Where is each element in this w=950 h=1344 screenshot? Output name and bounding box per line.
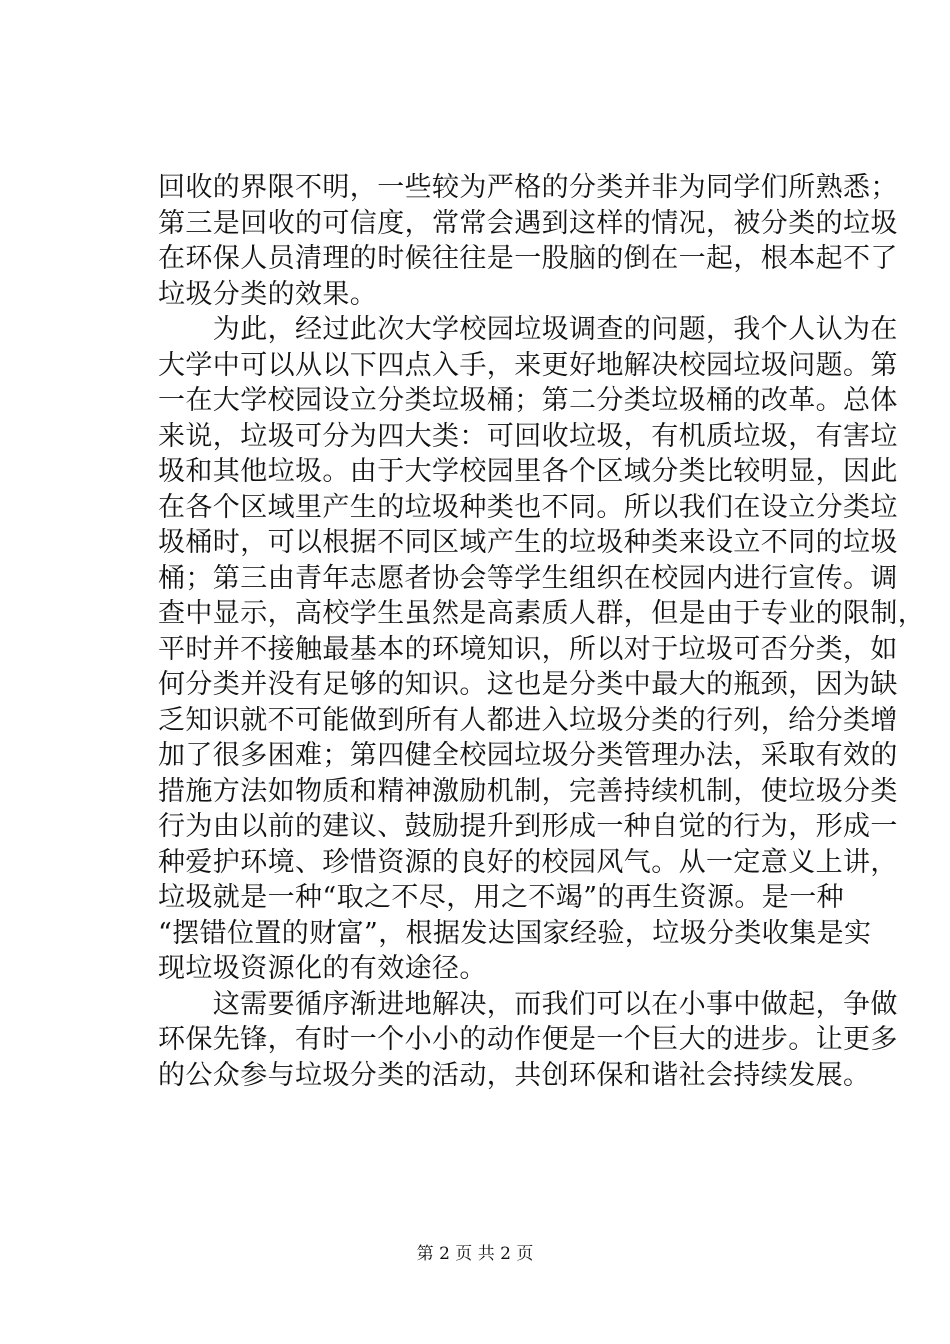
- text-line: 回收的界限不明，一些较为严格的分类并非为同学们所熟悉；: [158, 172, 898, 203]
- text-line: 垃圾就是一种“取之不尽，用之不竭”的再生资源。是一种: [158, 882, 845, 913]
- text-line: 种爱护环境、珍惜资源的良好的校园风气。从一定意义上讲，: [158, 846, 898, 878]
- text-line: 现垃圾资源化的有效途径。: [158, 953, 487, 984]
- text-line: “摆错位置的财富”，根据发达国家经验，垃圾分类收集是实: [158, 917, 872, 949]
- text-line: 第三是回收的可信度，常常会遇到这样的情况，被分类的垃圾: [158, 207, 898, 239]
- text-line: 的公众参与垃圾分类的活动，共创环保和谐社会持续发展。: [158, 1059, 871, 1091]
- text-line: 为此，经过此次大学校园垃圾调查的问题，我个人认为在: [158, 314, 898, 345]
- page-number: 第 2 页 共 2 页: [416, 1244, 534, 1264]
- text-line: 在各个区域里产生的垃圾种类也不同。所以我们在设立分类垃: [158, 491, 898, 523]
- text-line: 一在大学校园设立分类垃圾桶；第二分类垃圾桶的改革。总体: [158, 385, 898, 416]
- text-line: 桶；第三由青年志愿者协会等学生组织在校园内进行宣传。调: [158, 562, 898, 594]
- text-line: 平时并不接触最基本的环境知识，所以对于垃圾可否分类，如: [158, 633, 898, 665]
- text-line: 圾桶时，可以根据不同区域产生的垃圾种类来设立不同的垃圾: [158, 527, 898, 558]
- body-text: [158, 170, 926, 1093]
- text-line: 圾和其他垃圾。由于大学校园里各个区域分类比较明显，因此: [158, 456, 898, 487]
- text-line: 何分类并没有足够的知识。这也是分类中最大的瓶颈，因为缺: [158, 669, 898, 700]
- text-line: 垃圾分类的效果。: [158, 278, 378, 310]
- text-line: 加了很多困难；第四健全校园垃圾分类管理办法，采取有效的: [158, 740, 898, 771]
- text-line: 乏知识就不可能做到所有人都进入垃圾分类的行列，给分类增: [158, 704, 898, 736]
- text-line: 行为由以前的建议、鼓励提升到形成一种自觉的行为，形成一: [158, 811, 898, 842]
- text-line: 在环保人员清理的时候往往是一股脑的倒在一起，根本起不了: [158, 243, 898, 274]
- text-line: 大学中可以从以下四点入手，来更好地解决校园垃圾问题。第: [158, 349, 898, 381]
- text-line: 这需要循序渐进地解决，而我们可以在小事中做起，争做: [158, 988, 898, 1020]
- text-line: 环保先锋，有时一个小小的动作便是一个巨大的进步。让更多: [158, 1024, 898, 1055]
- text-line: 来说，垃圾可分为四大类：可回收垃圾，有机质垃圾，有害垃: [158, 420, 898, 452]
- text-line: 措施方法如物质和精神激励机制，完善持续机制，使垃圾分类: [158, 775, 898, 807]
- page-footer: [0, 1243, 950, 1265]
- text-line: 查中显示，高校学生虽然是高素质人群，但是由于专业的限制，: [158, 598, 926, 629]
